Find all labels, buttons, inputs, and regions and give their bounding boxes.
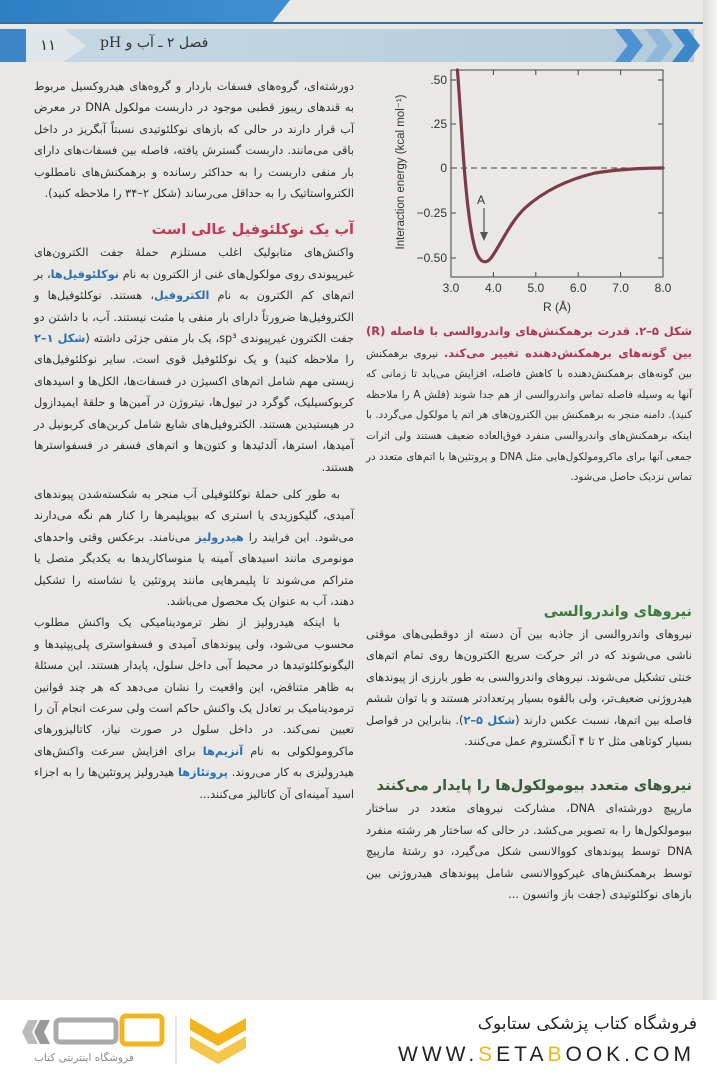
footer-banner xyxy=(0,1000,717,1080)
caption-title: شکل ۵–۲. قدرت برهمکنش‌های واندروالسی با فاصله (R) بین گونه‌های برهمکنش‌دهنده تغییر می‌کند. xyxy=(366,324,693,360)
chart-svg xyxy=(380,62,680,320)
keyword-proteases: پروتئازها xyxy=(177,766,228,780)
axis-ticks xyxy=(451,70,663,277)
y-axis-label: Interaction energy (kcal mol⁻¹) xyxy=(395,94,407,250)
paragraph: با اینکه هیدرولیز از نظر ترمودینامیکی یک واکنش مطلوب محسوب می‌شود، ولی پیوندهای آمیدی و فسفواستری پلی‌پپتیدها و الیگونوکلئوتیدها در محیط آبی داخل سلول، پایدار هستند. این مسئلهٔ به ظاهر متناقض، این واقعیت را نشان می‌دهد که هر چند قوانین ترمودینامیک بر تعادل یک واکنش حاکم است ولی سرعت انجام آن را تعیین نمی‌کند. در داخل سلول در صورت نیاز، کاتالیزورهای ماکرومولکولی به نام آنزیم‌ها برای افزایش سرعت واکنش‌های هیدرولیزی به کار می‌روند. پروتئازها هیدرولیز پروتئین‌ها را به اجزاء اسید آمینه‌ای آن کاتالیز می‌کنند... xyxy=(34,616,354,801)
store-name: فروشگاه کتاب پزشکی ستابوک xyxy=(477,1014,697,1034)
arrow-down-icon xyxy=(480,232,488,241)
figure-reference-link[interactable]: شکل ۱–۲ xyxy=(34,332,86,346)
figure-caption xyxy=(366,321,692,488)
left-column xyxy=(34,76,354,805)
svg-text:0: 0 xyxy=(440,161,447,175)
page-binding-edge xyxy=(703,0,717,1000)
section-heading: آب یک نوکلئوفیل عالی است xyxy=(151,222,354,239)
keyword-electrophile: الکتروفیل xyxy=(153,289,210,303)
right-column xyxy=(366,600,692,1000)
y-tick-labels xyxy=(417,73,448,265)
keyword-enzymes: آنزیم‌ها xyxy=(202,744,244,758)
keyword-nucleophiles: نوکلئوفیل‌ها xyxy=(50,267,120,281)
svg-text:−0.50: −0.50 xyxy=(416,251,447,265)
vdw-energy-chart xyxy=(380,62,680,320)
top-divider-line xyxy=(0,22,717,24)
keyword-hydrolysis: هیدرولیز xyxy=(195,530,244,544)
section-heading: نیروهای واندروالسی xyxy=(543,604,692,620)
svg-text:7.0: 7.0 xyxy=(612,281,629,295)
setabook-logo[interactable] xyxy=(18,1010,278,1072)
svg-text:5.0: 5.0 xyxy=(527,281,545,295)
figure-reference-link[interactable]: شکل ۵–۲ xyxy=(463,713,516,727)
top-blue-banner xyxy=(0,0,290,22)
page-number: ۱۱ xyxy=(40,36,57,54)
svg-text:4.0: 4.0 xyxy=(485,281,502,295)
caption-body: نیروی برهمکنش بین گونه‌های برهمکنش‌دهنده با کاهش فاصله، افزایش می‌یابد تا زمانی که آنها به وسیله فاصله تماس واندروالسی از هم جدا شوند (فلش A را ملاحظه کنید). دامنه منجر به برهمکنش بین الکترون‌های هر اتم یا مولکول می‌گردد. با اینکه برهمکنش‌های واندروالسی منفرد فوق‌العاده ضعیف هستند ولی اثرات جمعی آنها برای ماکرومولکول‌هایی مثل DNA و پروتئین‌ها با اتم‌های متعدد در تماس نزدیک حاصل می‌شود. xyxy=(366,347,692,484)
x-tick-labels xyxy=(443,281,672,295)
annotation-label-a: A xyxy=(476,193,486,207)
svg-text:.25: .25 xyxy=(430,117,447,131)
paragraph: واکنش‌های متابولیک اغلب مستلزم حملهٔ جفت الکترون‌های غیرپیوندی روی مولکول‌های غنی از الکترون به نام نوکلئوفیل‌ها، بر اتم‌های کم الکترون به نام الکتروفیل، هستند. نوکلئوفیل‌ها و الکتروفیل‌ها ضرورتاً دارای بار منفی یا مثبت نیستند. آب، با داشتن دو جفت الکترون غیرپیوندی sp³، یک بار منفی جزئی داشته (شکل ۱–۲ را ملاحظه کنید) و یک نوکلئوفیل قوی است. سایر نوکلئوفیل‌های زیستی مهم شامل اتم‌های اکسیژن در فسفات‌ها، الکل‌ها و اسیدهای کربوکسیلیک، گوگرد در تیول‌ها، نیتروژن در آمین‌ها و حلقهٔ ایمیدازول در هیستیدین هستند. الکتروفیل‌های شایع شامل کربن‌های کربونیل در آمیدها، استرها، آلدئیدها و کتون‌ها و اتم‌های فسفر در فسفواسترها هستند. xyxy=(34,246,355,474)
store-url-link[interactable]: WWW.SETABOOK.COM xyxy=(398,1043,695,1066)
logo-subtitle: فروشگاه اینترنتی کتاب xyxy=(34,1052,134,1064)
plot-frame xyxy=(451,70,663,277)
svg-text:8.0: 8.0 xyxy=(654,281,672,295)
svg-text:3.0: 3.0 xyxy=(442,281,460,295)
x-axis-label: R (Å) xyxy=(543,300,571,314)
svg-text:.50: .50 xyxy=(430,73,447,87)
paragraph: نیروهای واندروالسی از جاذبه بین آن دسته از دوقطبی‌های موقتی ناشی می‌شوند که در اثر حرکت سریع الکترون‌ها روی تمام اتم‌های خنثی تشکیل می‌شوند. نیروهای واندروالسی به طور بارزی از پیوندهای هیدروژنی ضعیف‌تر، ولی بالقوه بسیار پرتعدادتر هستند و با توان ششم فاصله بین اتم‌ها، نسبت عکس دارند (شکل ۵–۲). بنابراین در فواصل بسیار کوتاهی مثل ۲ تا ۴ آنگستروم عمل می‌کنند. xyxy=(366,628,692,749)
svg-text:−0.25: −0.25 xyxy=(416,206,447,220)
paragraph: به طور کلی حملهٔ نوکلئوفیلی آب منجر به شکسته‌شدن پیوندهای آمیدی، گلیکوزیدی یا استری که بیوپلیمرها را کنار هم نگه می‌دارند می‌شود. این فرایند را هیدرولیز می‌نامند. برعکس وقتی واحدهای مونومری مانند اسیدهای آمینه یا منوساکاریدها به یکدیگر متصل یا متراکم می‌شوند تا پلیمرهایی مانند پروتئین یا نشاسته را تشکیل دهند، آب به عنوان یک محصول می‌باشد. xyxy=(34,487,354,608)
paragraph: مارپیچ دورشته‌ای DNA، مشارکت نیروهای متعدد در ساختار بیومولکول‌ها را به تصویر می‌کشد. در حالی که ساختار هر رشته منفرد DNA توسط پیوندهای کووالانسی شکل می‌گیرد، دو رشتهٔ مارپیچ توسط برهمکنش‌های غیرکووالانسی شامل پیوندهای هیدروژنی بین بازهای نوکلئوتیدی (جفت باز واتسون ... xyxy=(366,802,692,902)
page-header xyxy=(0,29,717,63)
header-blue-tab xyxy=(0,29,26,62)
energy-curve xyxy=(457,70,663,262)
chapter-title: فصل ۲ ـ آب و pH xyxy=(100,35,209,51)
section-heading: نیروهای متعدد بیومولکول‌ها را پایدار می‌کنند xyxy=(376,778,692,795)
svg-text:6.0: 6.0 xyxy=(569,281,587,295)
paragraph: دورشته‌ای، گروه‌های فسفات باردار و گروه‌های هیدروکسیل مربوط به قندهای ریبوز قطبی موجود در داربست مولکول DNA در معرض آب قرار دارند در حالی که بازهای نوکلئوتیدی نسبتاً آبگریز در داخل باقی می‌مانند. داربست گسترش یافته، فاصله بین فسفات‌های دارای بار منفی داربست را به حداکثر رسانده و برهمکنش‌های نامطلوب الکترواستاتیک را به حداقل می‌رساند (شکل ۲–۳۴ را ملاحظه کنید). xyxy=(34,80,355,201)
top-decorative-band xyxy=(0,0,717,24)
